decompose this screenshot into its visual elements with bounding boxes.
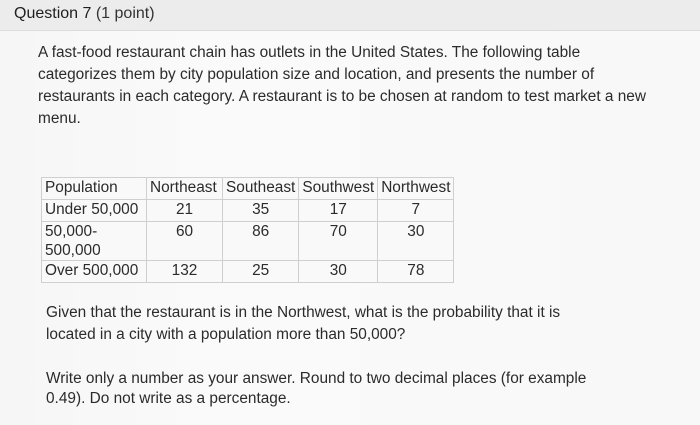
table-cell: 7 [378, 200, 454, 222]
table-cell: 30 [299, 261, 378, 283]
table-row [42, 222, 454, 261]
question-header [0, 0, 700, 31]
table-header-row [42, 178, 454, 200]
question-points: (1 point) [95, 5, 155, 22]
table-row [42, 261, 454, 283]
table-cell: 60 [147, 222, 223, 261]
table-cell: 70 [299, 222, 378, 261]
table-cell: 30 [378, 222, 454, 261]
question-ask: Given that the restaurant is in the Northwest, what is the probability that it is located in a city with a population more than 50,000? [46, 304, 561, 343]
row-label: Over 500,000 [42, 261, 147, 283]
table-row [42, 200, 454, 222]
header-southwest: Southwest [299, 178, 378, 200]
row-label: 50,000-500,000 [42, 222, 147, 261]
table-cell: 132 [147, 261, 223, 283]
answer-instruction: Write only a number as your answer. Round to two decimal places (for example 0.49). Do not write as a percentage. [46, 370, 587, 407]
table-cell: 78 [378, 261, 454, 283]
question-number: Question 7 [14, 5, 92, 22]
table-cell: 86 [223, 222, 299, 261]
header-population: Population [42, 178, 147, 200]
header-northwest: Northwest [378, 178, 454, 200]
question-prompt: A fast-food restaurant chain has outlets in the United States. The following table categorizes them by city population size and location, and presents the number of restaurants in each category. A restaurant is to be chosen at random to test market a new menu. [38, 44, 646, 127]
table-cell: 25 [223, 261, 299, 283]
row-label: Under 50,000 [42, 200, 147, 222]
question-title [14, 5, 155, 23]
restaurant-table [41, 177, 454, 283]
table-cell: 35 [223, 200, 299, 222]
table-cell: 21 [147, 200, 223, 222]
header-southeast: Southeast [223, 178, 299, 200]
table-cell: 17 [299, 200, 378, 222]
header-northeast: Northeast [147, 178, 223, 200]
